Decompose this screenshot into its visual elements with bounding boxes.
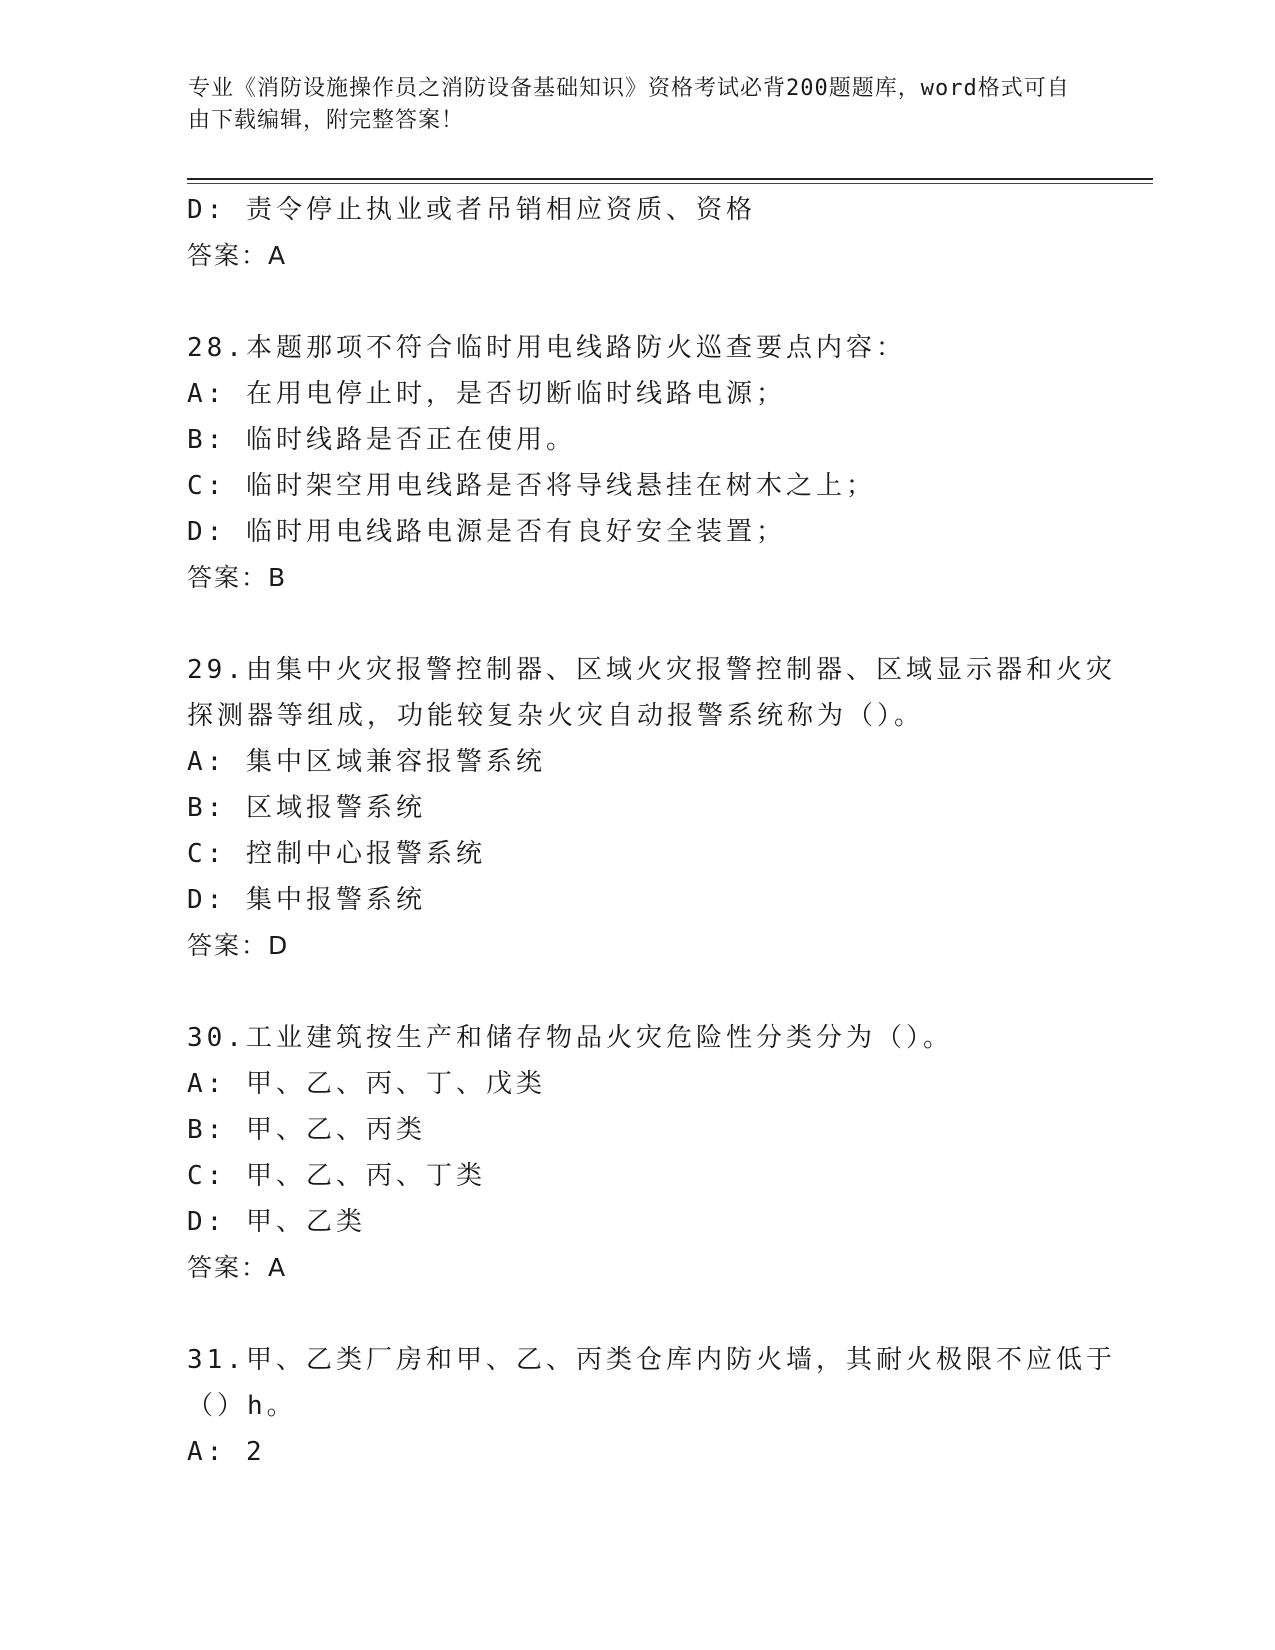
spacer xyxy=(187,601,1087,647)
option-c: C: 甲、乙、丙、丁类 xyxy=(187,1161,486,1191)
option-d: D: 责令停止执业或者吊销相应资质、资格 xyxy=(187,195,756,225)
question-stem-line-2: 探测器等组成，功能较复杂火灾自动报警系统称为（）。 xyxy=(187,701,925,731)
option-b: B: 临时线路是否正在使用。 xyxy=(187,425,576,455)
option-c: C: 临时架空用电线路是否将导线悬挂在树木之上； xyxy=(187,471,876,501)
answer-label: 答案：A xyxy=(187,1253,288,1282)
header-divider-thin xyxy=(187,183,1153,184)
spacer xyxy=(187,969,1087,1015)
option-a: A: 在用电停止时，是否切断临时线路电源； xyxy=(187,379,786,409)
question-stem-line-2: （）h。 xyxy=(187,1391,297,1421)
answer-label: 答案：B xyxy=(187,563,288,592)
answer-label: 答案：D xyxy=(187,931,290,960)
question-28 xyxy=(187,325,1087,601)
option-b: B: 甲、乙、丙类 xyxy=(187,1115,426,1145)
option-a: A: 2 xyxy=(187,1437,266,1467)
question-31 xyxy=(187,1337,1116,1475)
option-b: B: 区域报警系统 xyxy=(187,793,426,823)
question-stem: 30.工业建筑按生产和储存物品火灾危险性分类分为（）。 xyxy=(187,1023,953,1053)
question-stem: 28.本题那项不符合临时用电线路防火巡查要点内容： xyxy=(187,333,906,363)
option-d: D: 集中报警系统 xyxy=(187,885,426,915)
page-header: 专业《消防设施操作员之消防设备基础知识》资格考试必背200题题库，word格式可自由下载编辑，附完整答案！ xyxy=(188,76,1070,133)
question-stem-line-1: 29.由集中火灾报警控制器、区域火灾报警控制器、区域显示器和火灾 xyxy=(187,655,1116,685)
question-30 xyxy=(187,1015,1087,1291)
header-divider-thick xyxy=(187,178,1153,180)
spacer xyxy=(187,1291,1087,1337)
option-d: D: 甲、乙类 xyxy=(187,1207,366,1237)
question-29 xyxy=(187,647,1116,969)
option-a: A: 甲、乙、丙、丁、戊类 xyxy=(187,1069,546,1099)
answer-label: 答案：A xyxy=(187,241,288,270)
question-content xyxy=(187,187,1116,1475)
option-a: A: 集中区域兼容报警系统 xyxy=(187,747,546,777)
option-c: C: 控制中心报警系统 xyxy=(187,839,486,869)
option-d: D: 临时用电线路电源是否有良好安全装置； xyxy=(187,517,786,547)
question-stem-line-1: 31.甲、乙类厂房和甲、乙、丙类仓库内防火墙，其耐火极限不应低于 xyxy=(187,1345,1116,1375)
spacer xyxy=(187,279,1087,325)
